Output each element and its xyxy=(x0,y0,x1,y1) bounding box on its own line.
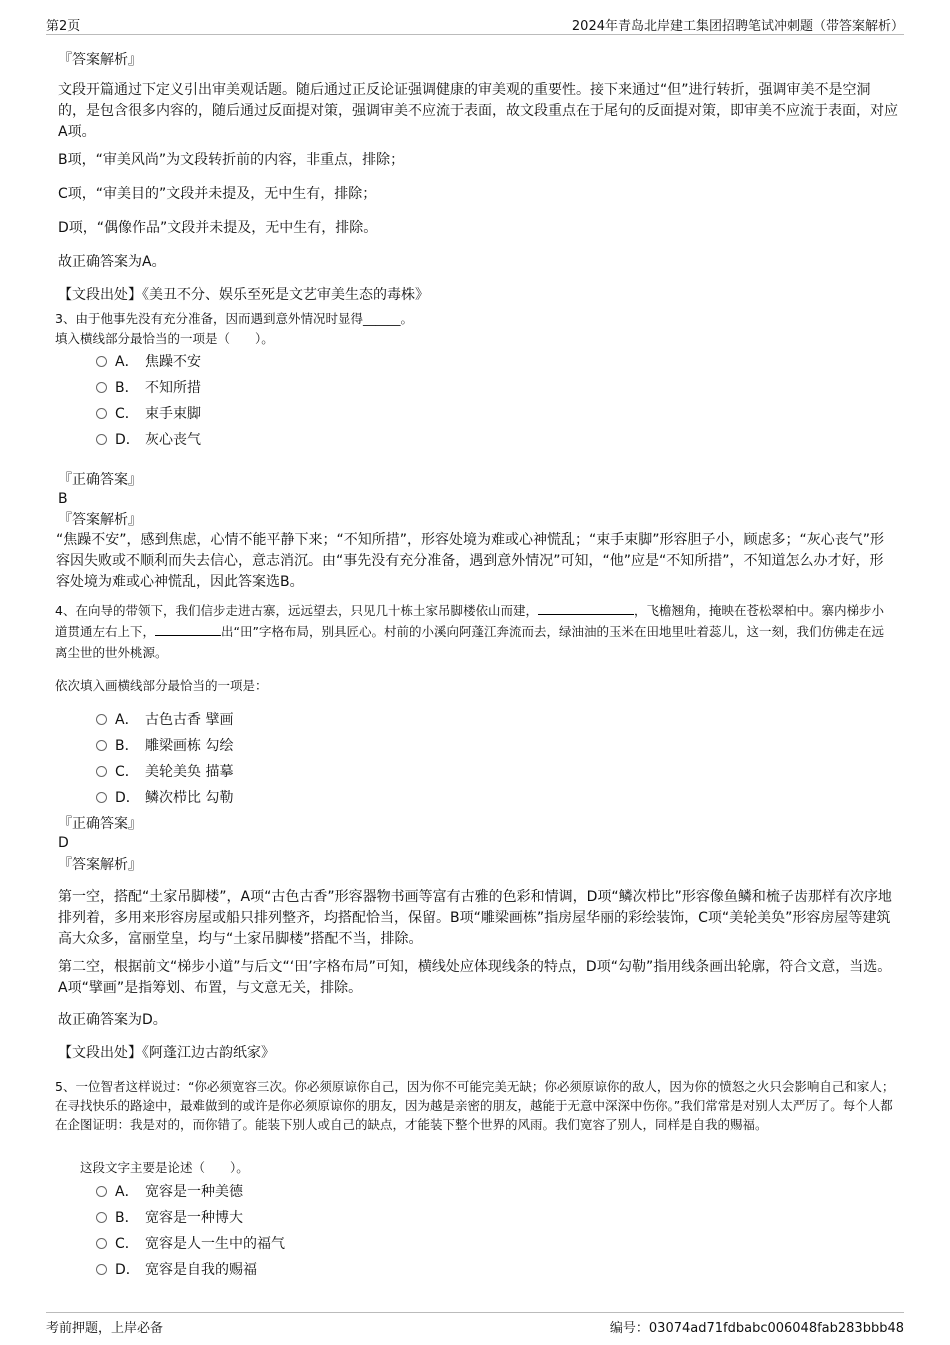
radio-icon[interactable] xyxy=(96,434,107,445)
option-text: 雕梁画栋 勾绘 xyxy=(145,738,234,754)
blank-line xyxy=(155,621,221,636)
option-text: 宽容是自我的赐福 xyxy=(145,1262,257,1278)
radio-icon[interactable] xyxy=(96,382,107,393)
q2-option-b-note: B项，“审美风尚”为文段转折前的内容，非重点，排除； xyxy=(58,152,405,168)
q3-prompt: 填入横线部分最恰当的一项是（ ）。 xyxy=(55,331,274,346)
q5-option-c[interactable] xyxy=(96,1232,285,1254)
q2-option-d-note: D项，“偶像作品”文段并未提及，无中生有，排除。 xyxy=(58,220,378,236)
footer-serial: 编号：03074ad71fdbabc006048fab283bbb48 xyxy=(609,1321,904,1336)
q4-option-a[interactable] xyxy=(96,708,233,730)
q4-analysis-para2: 第二空，根据前文“梯步小道”与后文“‘田’字格布局”可知，横线处应体现线条的特点，D项“勾勒”指用线条画出轮廓，符合文意，当选。A项“擘画”是指筹划、布置，与文意无关，排除。 xyxy=(58,959,892,996)
q4-stem-part1: 4、在向导的带领下，我们信步走进古寨，远远望去，只见几十栋土家吊脚楼依山而建， xyxy=(55,603,538,618)
q3-correct-label: 『正确答案』 xyxy=(58,472,142,488)
option-letter: B． xyxy=(115,1210,139,1226)
q4-analysis-label: 『答案解析』 xyxy=(58,857,142,873)
page-header xyxy=(46,12,904,35)
q3-analysis-label: 『答案解析』 xyxy=(58,512,142,528)
radio-icon[interactable] xyxy=(96,1264,107,1275)
option-text: 宽容是一种美德 xyxy=(145,1184,243,1200)
q2-analysis-label: 『答案解析』 xyxy=(58,52,142,68)
q4-prompt: 依次填入画横线部分最恰当的一项是： xyxy=(55,678,268,693)
option-letter: A． xyxy=(115,1184,139,1200)
radio-icon[interactable] xyxy=(96,792,107,803)
option-letter: D． xyxy=(115,432,140,448)
q3-option-b[interactable] xyxy=(96,376,201,398)
q5-prompt: 这段文字主要是论述（ ）。 xyxy=(80,1160,249,1175)
q5-option-d[interactable] xyxy=(96,1258,257,1280)
option-letter: B． xyxy=(115,380,139,396)
q2-source: 【文段出处】《美丑不分、娱乐至死是文艺审美生态的毒株》 xyxy=(58,287,429,303)
q2-option-c-note: C项，“审美目的”文段并未提及，无中生有，排除； xyxy=(58,186,377,202)
q4-option-c[interactable] xyxy=(96,760,233,782)
option-text: 束手束脚 xyxy=(145,406,201,422)
option-letter: C． xyxy=(115,1236,139,1252)
q4-source: 【文段出处】《阿蓬江边古韵纸家》 xyxy=(58,1045,275,1061)
option-letter: C． xyxy=(115,406,139,422)
q2-analysis-para: 文段开篇通过下定义引出审美观话题。随后通过正反论证强调健康的审美观的重要性。接下来通过“但”进行转折，强调审美不是空洞的，是包含很多内容的，随后通过反面提对策，强调审美不应流于表面，故文段重点在于尾句的反面提对策，即审美不应流于表面，对应A项。 xyxy=(58,82,898,140)
page-number: 第2页 xyxy=(46,19,81,34)
page-footer xyxy=(46,1312,904,1337)
option-text: 古色古香 擘画 xyxy=(145,712,234,728)
q4-stem xyxy=(55,600,895,663)
radio-icon[interactable] xyxy=(96,356,107,367)
q4-correct-answer: D xyxy=(58,835,69,851)
radio-icon[interactable] xyxy=(96,1186,107,1197)
q5-option-b[interactable] xyxy=(96,1206,243,1228)
option-letter: A． xyxy=(115,712,139,728)
q3-analysis: “焦躁不安”，感到焦虑，心情不能平静下来；“不知所措”，形容处境为难或心神慌乱；“束手束脚”形容胆子小，顾虑多；“灰心丧气”形容因失败或不顺利而失去信心，意志消沉。由“事先没有充分准备，遇到意外情况”可知，“他”应是“不知所措”，不知道怎么办才好，形容处境为难或心神慌乱，因此答案选B。 xyxy=(56,532,885,590)
q2-answer: 故正确答案为A。 xyxy=(58,254,166,270)
radio-icon[interactable] xyxy=(96,740,107,751)
option-letter: A． xyxy=(115,354,139,370)
doc-title: 2024年青岛北岸建工集团招聘笔试冲刺题（带答案解析） xyxy=(571,19,904,34)
q4-correct-label: 『正确答案』 xyxy=(58,816,142,832)
radio-icon[interactable] xyxy=(96,766,107,777)
option-text: 焦躁不安 xyxy=(145,354,201,370)
option-text: 不知所措 xyxy=(145,380,201,396)
q4-option-b[interactable] xyxy=(96,734,233,756)
q4-option-d[interactable] xyxy=(96,786,233,808)
option-text: 美轮美奂 描摹 xyxy=(145,764,234,780)
option-text: 宽容是一种博大 xyxy=(145,1210,243,1226)
q4-answer: 故正确答案为D。 xyxy=(58,1012,167,1028)
footer-slogan: 考前押题，上岸必备 xyxy=(46,1321,164,1336)
option-text: 宽容是人一生中的福气 xyxy=(145,1236,285,1252)
q5-stem: 5、一位智者这样说过：“你必须宽容三次。你必须原谅你自己，因为你不可能完美无缺；你必须原谅你的敌人，因为你的愤怒之火只会影响自己和家人；在寻找快乐的路途中，最难做到的或许是你必须原谅你的朋友，因为越是亲密的朋友，越能于无意中深深中伤你。”我们常常是对别人太严厉了。每个人都在企图证明：我是对的，而你错了。能装下别人或自己的缺点，才能装下整个世界的风雨。我们宽容了别人，同样是自我的赐福。 xyxy=(55,1079,895,1132)
q3-correct-answer: B xyxy=(58,491,68,507)
q4-stem-part3: 出“田”字格布局，别具匠心。村前的小溪向阿蓬江奔流而去，绿油油的玉米在田地里吐着蕊儿，这一刻，我们仿佛走在远离尘世的世外桃源。 xyxy=(55,624,884,660)
radio-icon[interactable] xyxy=(96,714,107,725)
option-letter: C． xyxy=(115,764,139,780)
radio-icon[interactable] xyxy=(96,1238,107,1249)
option-text: 灰心丧气 xyxy=(145,432,201,448)
q5-option-a[interactable] xyxy=(96,1180,243,1202)
radio-icon[interactable] xyxy=(96,1212,107,1223)
option-text: 鳞次栉比 勾勒 xyxy=(145,790,234,806)
radio-icon[interactable] xyxy=(96,408,107,419)
q3-option-a[interactable] xyxy=(96,350,201,372)
q4-stem-part2: ，飞檐翘角，掩映在苍松翠柏中。寨内梯步小道贯通左右上下， xyxy=(55,603,884,639)
q3-stem: 3、由于他事先没有充分准备，因而遇到意外情况时显得______。 xyxy=(55,311,413,326)
option-letter: B． xyxy=(115,738,139,754)
option-letter: D． xyxy=(115,790,140,806)
q4-analysis-para1: 第一空，搭配“土家吊脚楼”，A项“古色古香”形容器物书画等富有古雅的色彩和情调，D项“鳞次栉比”形容像鱼鳞和梳子齿那样有次序地排列着，多用来形容房屋或船只排列整齐，均搭配恰当，保留。B项“雕梁画栋”指房屋华丽的彩绘装饰，C项“美轮美奂”形容房屋等建筑高大众多，富丽堂皇，均与“土家吊脚楼”搭配不当，排除。 xyxy=(58,889,892,947)
option-letter: D． xyxy=(115,1262,140,1278)
q3-option-d[interactable] xyxy=(96,428,201,450)
blank-line xyxy=(538,600,634,615)
q3-option-c[interactable] xyxy=(96,402,201,424)
